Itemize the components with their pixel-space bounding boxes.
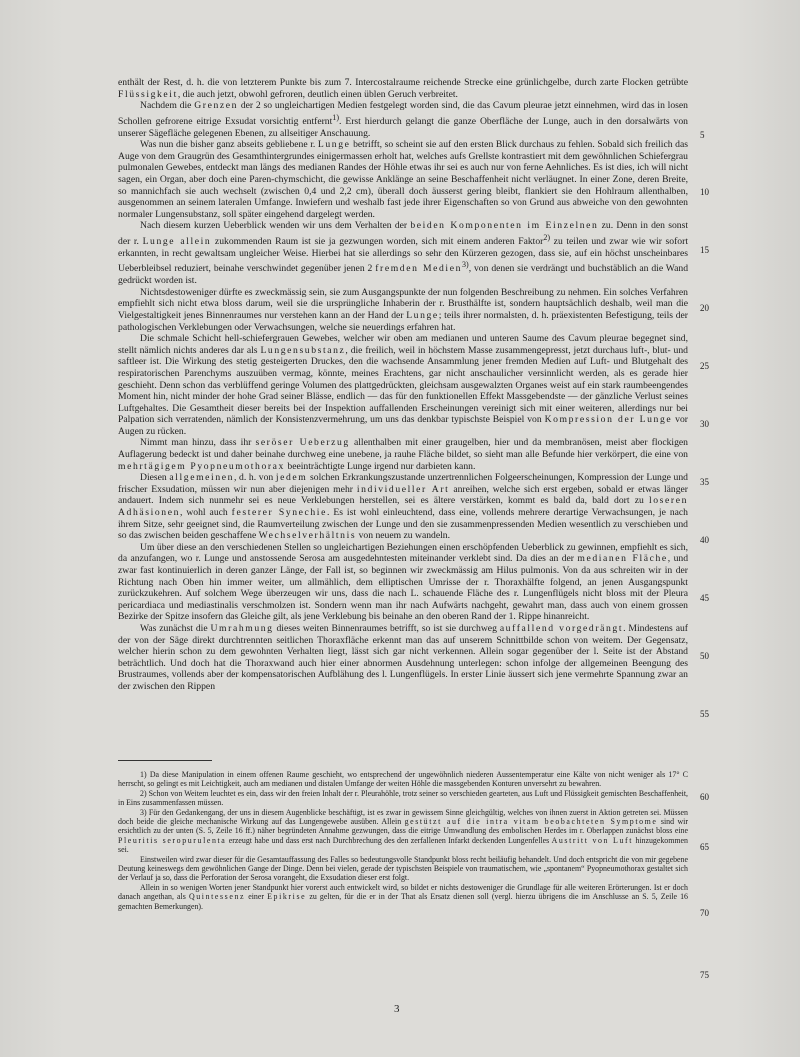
paragraph-5: Nichtsdestoweniger dürfte es zweckmässig sein, sie zum Ausgangspunkte der nun folgenden Beschreibung zu nehmen. Ein solches Verfahren empfiehlt sich nicht etwa bloss darum, weil sie die ursprüngliche Inhaberin der r. Brusthälfte ist, sondern hauptsächlich deshalb, weil man die Vielgestaltigkeit jenes Binnenraumes nur verstehen kann an der Hand der Lunge; teils ihrer normalsten, d. h. präexistenten Befestigung, teils der pathologischen Verklebungen oder Verwachsungen, welche sie neuerdings erfahren hat. [118, 286, 688, 333]
line-number: 25 [700, 361, 709, 371]
line-number: 10 [700, 187, 709, 197]
paragraph-3: Was nun die bisher ganz abseits gebliebene r. Lunge betrifft, so scheint sie auf den ersten Blick durchaus zu fehlen. Sobald sich freilich das Auge von dem Graugrün des Gesamthintergrundes einigermassen erholt hat, welches aufs Grellste kontrastiert mit dem gewöhnlichen Schiefergrau pulmonalen Gewebes, entdeckt man längs des medianen Randes der Höhle etwas ihr sei es auch nur von ferne Aehnliches. Es ist dies, ich will nicht sagen, ein Organ, aber doch eine Paren-chymschicht, die gewisse Anklänge an seine Beschaffenheit nicht verläugnet. In einer Zone, deren Breite, so mannichfach sie auch wechselt (zwischen 0,4 und 2,2 cm), überall doch äusserst gering bleibt, flankiert sie den Hohlraum allenthalben, ausgenommen an seinem lateralen Umfange. Inwiefern und weshalb fast jede ihrer Eigenschaften so von Grund aus abweiche von den gewohnten normaler Lungensubstanz, soll später eingehend dargelegt werden. [118, 139, 688, 220]
footnotes [118, 770, 688, 911]
paragraph-10: Was zunächst die Umrahmung dieses weiten Binnenraumes betrifft, so ist sie durchweg auffallend vorgedrängt. Mindestens auf der von der Säge direkt durchtrennten seitlichen Thoraxfläche erkennt man das auf unserem Schnittbilde schon von weitem. Der Gegensatz, welcher hierin schon zu dem gewohnten Verhalten liegt, lässt sich gar nicht verkennen. Allein sogar gegenüber der l. Seite ist der Abstand beträchtlich. Und doch hat die Thoraxwand auch hier einer abnormen Ausdehnung unterlegen: schon infolge der allgemeinen Beengung des Brustraumes, vollends aber der kompensatorischen Aufblähung des l. Lungenflügels. In erster Linie äussert sich jene vermehrte Spannung zwar an der zwischen den Rippen [118, 622, 688, 692]
line-number: 30 [700, 419, 709, 429]
line-number: 35 [700, 477, 709, 487]
paragraph-8: Diesen allgemeinen, d. h. von jedem solchen Erkrankungszustande unzertrennlichen Folgeerscheinungen, Kompression der Lunge und frischer Exsudation, müssen wir nun aber diejenigen mehr individueller Art anreihen, welche sich erst ergeben, sobald er etwas länger andauert. Indem sich nunmehr sei es neue Verklebungen herstellen, sei es ältere verstärken, kommt es bald da, bald dort zu loseren Adhäsionen, wohl auch festerer Synechie. Es ist wohl einleuchtend, dass eine, vollends mehrere derartige Verwachsungen, je nach ihrem Sitze, sehr geeignet sind, die Raumverteilung zwischen der Lunge und den sie zusammenpressenden Medien wesentlich zu verschieben und so das zwischen beiden geschaffene Wechselverhältnis von neuem zu wandeln. [118, 472, 688, 542]
line-number: 75 [700, 970, 709, 980]
footnote-3-conclusion: Allein in so wenigen Worten jener Standpunkt hier vorerst auch entwickelt wird, so bildet er nichts destoweniger die Grundlage für alle weiteren Erörterungen. Ist er doch danach angethan, als Quintessenz einer Epikrise zu gelten, für die er in der That als Ersatz dienen soll (vergl. hierzu übrigens die im Anschlusse an S. 5, Zeile 16 gemachten Bemerkungen). [118, 882, 688, 911]
line-number: 45 [700, 593, 709, 603]
main-text [118, 77, 688, 693]
line-number: 20 [700, 303, 709, 313]
paragraph-4: Nach diesem kurzen Ueberblick wenden wir uns dem Verhalten der beiden Komponenten im Einzelnen zu. Denn in den sonst der r. Lunge allein zukommenden Raum ist sie ja gezwungen worden, sich mit einem anderen Faktor$^{2)}$ zu teilen und zwar wie wir sofort erkannten, in recht gewaltsam ungleicher Weise. Hierbei hat sie allerdings so sehr den Kürzeren gezogen, dass sie, auf ein höchst unscheinbares Ueberbleibsel reduziert, beinahe verschwindet gegenüber jenen 2 fremden Medien$^{3)}$, von denen sie verdrängt und buchstäblich an die Wand gedrückt worden ist. [118, 220, 689, 287]
footnote-3-continued: Einstweilen wird zwar dieser für die Gesamtauffassung des Falles so bedeutungsvolle Standpunkt bloss recht beiläufig behandelt. Und doch entspricht die von mir gegebene Deutung keineswegs dem gewöhnlichen Gange der Dinge. Denn bei vielen, gerade der typischsten Beispiele von traumatischem, wie „spontanem“ Pyopneumothorax gestaltet sich der Verlauf ja so, dass die Perforation der Serosa vorangeht, die Exsudation dieser erst folgt. [118, 854, 688, 883]
page-number: 3 [394, 1003, 400, 1015]
line-number: 55 [700, 709, 709, 719]
footnote-1: 1) Da diese Manipulation in einem offenen Raume geschieht, wo entsprechend der ungewöhnlich niederen Aussentemperatur eine Kälte von nicht weniger als 17° C herrscht, so gelingt es mit Leichtigkeit, auch am medianen und distalen Umfange der weiten Höhle die massgebenden Konturen unversehrt zu bewahren. [118, 770, 688, 789]
line-number: 60 [700, 792, 709, 802]
paragraph-6: Die schmale Schicht hell-schiefergrauen Gewebes, welcher wir oben am medianen und unteren Saume des Cavum pleurae begegnet sind, stellt nämlich nichts anderes dar als Lungensubstanz, die freilich, weil in höchstem Masse zusammengepresst, jetzt durchaus luft-, blut- und saftleer ist. Die Wirkung des stetig gesteigerten Druckes, den die wachsende Ansammlung jener fremden Medien auf Luft- und Blutgehalt des respiratorischen Parenchyms auszuüben vermag, könnte, meines Erachtens, gar nicht anschaulicher versinnlicht werden, als es gerade hier geschieht. Denn schon das verblüffend geringe Volumen des plattgedrückten, gleichsam ausgewalzten Organes weist auf ein stark raumbeengendes Moment hin, nicht minder der hohe Grad seiner Blässe, endlich — das für den funktionellen Effekt Massgebendste — der gänzliche Verlust seines Luftgehaltes. Die Gesamtheit dieser bereits bei der Inspektion auffallenden Erscheinungen vereinigt sich mit einer weiteren, allerdings nur bei Palpation sich verratenden, nämlich der Konsistenzvermehrung, um uns das denkbar typischste Beispiel von Kompression der Lunge vor Augen zu rücken. [118, 333, 688, 437]
line-number: 65 [700, 842, 709, 852]
paragraph-2: Nachdem die Grenzen der 2 so ungleichartigen Medien festgelegt worden sind, die das Cavum pleurae jetzt einnehmen, wird das in losen Schollen gefrorene eitrige Exsudat vorsichtig entfernt$^{1)}$. Erst hierdurch gelangt die ganze Oberfläche der Lunge, auch in den dorsalwärts von unserer Sägefläche gelegenen Ebenen, zu allseitiger Anschauung. [118, 100, 688, 139]
line-number: 5 [700, 130, 705, 140]
line-number: 70 [700, 908, 709, 918]
paragraph-1: enthält der Rest, d. h. die von letzterem Punkte bis zum 7. Intercostalraume reichende Strecke eine grünlichgelbe, durch zarte Flocken getrübte Flüssigkeit, die auch jetzt, obwohl gefroren, deutlich einen üblen Geruch verbreitet. [118, 77, 688, 100]
line-number: 40 [700, 535, 709, 545]
footnote-divider [118, 760, 212, 761]
footnote-3: 3) Für den Gedankengang, der uns in diesem Augenblicke beschäftigt, ist es zwar in gewissem Sinne gleichgültig, welches von ihnen zuerst in Aktion getreten sei. Müssen doch beide die gleiche mechanische Wirkung auf das Lungengewebe ausüben. Allein gestützt auf die intra vitam beobachteten Symptome sind wir ersichtlich zu der unten (S. 5, Zeile 16 ff.) näher begründeten Annahme gezwungen, dass die eitrige Umwandlung des embolischen Herdes im r. Oberlappen zunächst bloss eine Pleuritis seropurulenta erzeugt habe und dass erst nach Durchbrechung des den zerfallenen Infarkt deckenden Lungenfelles Austritt von Luft hinzugekommen sei. [118, 807, 688, 855]
paragraph-7: Nimmt man hinzu, dass ihr seröser Ueberzug allenthalben mit einer graugelben, hier und da membranösen, meist aber flockigen Auflagerung bedeckt ist und daher beinahe durchweg eine unebene, ja rauhe Fläche bildet, so sieht man alle Befunde hier verkörpert, die eine von mehrtägigem Pyopneumothorax beeinträchtigte Lunge irgend nur darbieten kann. [118, 437, 688, 472]
line-number: 50 [700, 651, 709, 661]
footnote-2: 2) Schon von Weitem leuchtet es ein, dass wir den freien Inhalt der r. Pleurahöhle, trotz seiner so verschieden gearteten, aus Luft und Flüssigkeit gemischten Beschaffenheit, in Eins zusammenfassen müssen. [118, 788, 688, 808]
line-number: 15 [700, 245, 709, 255]
paragraph-9: Um über diese an den verschiedenen Stellen so ungleichartigen Beziehungen einen erschöpfenden Ueberblick zu gewinnen, empfiehlt es sich, da anzufangen, wo r. Lunge und anstossende Serosa am ausgedehntesten miteinander verklebt sind. Da dies an der medianen Fläche, und zwar fast kontinuierlich in deren ganzer Länge, der Fall ist, so beginnen wir zweckmässig am Hilus pulmonis. Von da aus schreiten wir in der Richtung nach Oben hin immer weiter, um allmählich, dem elliptischen Umrisse der r. Thoraxhälfte folgend, an jenen Ausgangspunkt zurückzukehren. Auf solchem Wege überzeugen wir uns, dass die nach L. schauende Fläche des r. Lungenflügels nicht bloss mit der Pleura pericardiaca und mediastinalis verschmolzen ist. Sondern wenn man ihr nach Aufwärts nachgeht, gewahrt man, dass auch von einem grossen Bezirke der Spitze insofern das Gleiche gilt, als jene Verklebung bis beinahe an den oberen Rand der 1. Rippe hinanreicht. [118, 541, 688, 623]
